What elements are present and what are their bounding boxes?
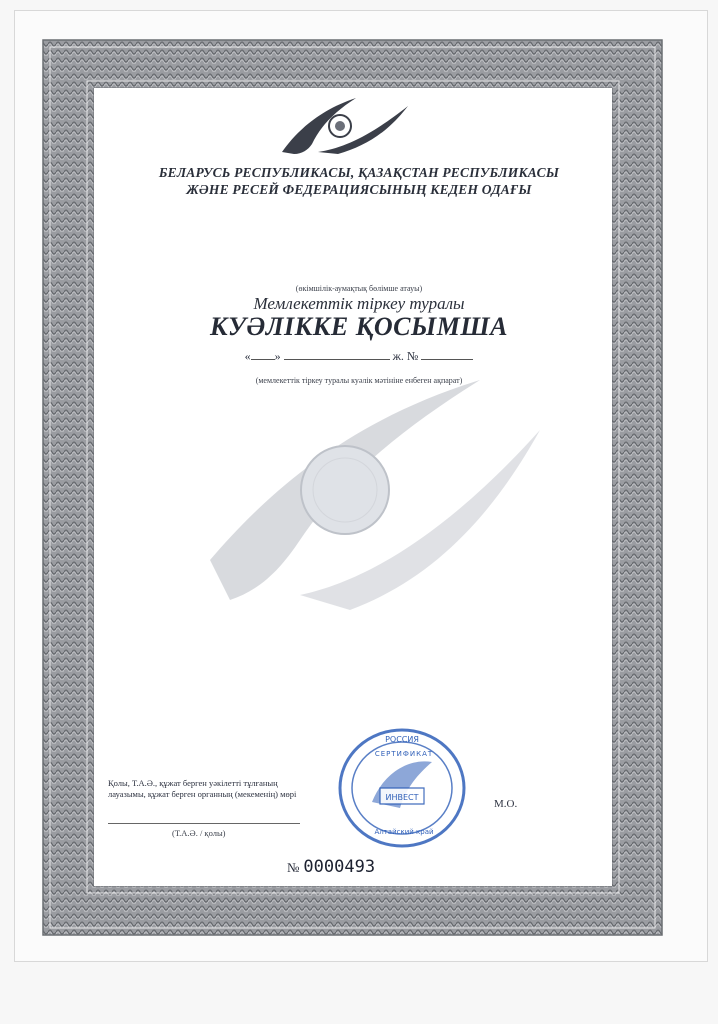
stamp-mid-text: СЕРТИФИКАТ — [374, 750, 434, 758]
stamp-center-text: ИНВЕСТ — [385, 793, 419, 802]
date-number-line — [100, 348, 618, 364]
day-blank — [251, 348, 275, 360]
stamp-top-text: РОССИЯ — [385, 735, 419, 744]
serial-prefix: № — [287, 860, 300, 875]
title-subtitle: Мемлекеттік тіркеу туралы — [253, 294, 465, 313]
union-header-line-2: ЖӘНЕ РЕСЕЙ ФЕДЕРАЦИЯСЫНЫҢ КЕДЕН ОДАҒЫ — [186, 182, 532, 197]
stamp-bottom-text: Алтайский край — [374, 828, 434, 836]
union-header-line-1: БЕЛАРУСЬ РЕСПУБЛИКАСЫ, ҚАЗАҚСТАН РЕСПУБЛИКАСЫ — [158, 165, 560, 180]
round-seal-stamp-icon — [334, 722, 474, 852]
month-blank — [284, 348, 390, 360]
authority-caption: (өкімшілік-аумақтық бөлімше атауы) — [295, 284, 423, 293]
union-emblem-icon — [274, 92, 414, 157]
serial-number — [287, 857, 375, 877]
open-quote: « — [244, 349, 251, 363]
seal-place-label: М.О. — [494, 798, 518, 810]
number-blank — [421, 348, 473, 360]
serial-value: 0000493 — [303, 857, 376, 877]
name-sign-caption: (Т.А.Ә. / қолы) — [172, 828, 226, 838]
signature-line — [108, 823, 300, 824]
signer-label: Қолы, Т.А.Ә., құжат берген уәкілетті тұлғаның лауазымы, құжат берген органның (мекеменің) мөрі — [108, 778, 297, 799]
title-main: КУӘЛІККЕ ҚОСЫМША — [210, 312, 508, 341]
union-emblem-watermark-icon — [150, 360, 570, 620]
close-quote: » — [274, 349, 281, 363]
info-caption: (мемлекеттік тіркеу туралы куәлік мәтініне енбеген ақпарат) — [255, 376, 463, 385]
year-number-label: ж. № — [392, 349, 419, 363]
